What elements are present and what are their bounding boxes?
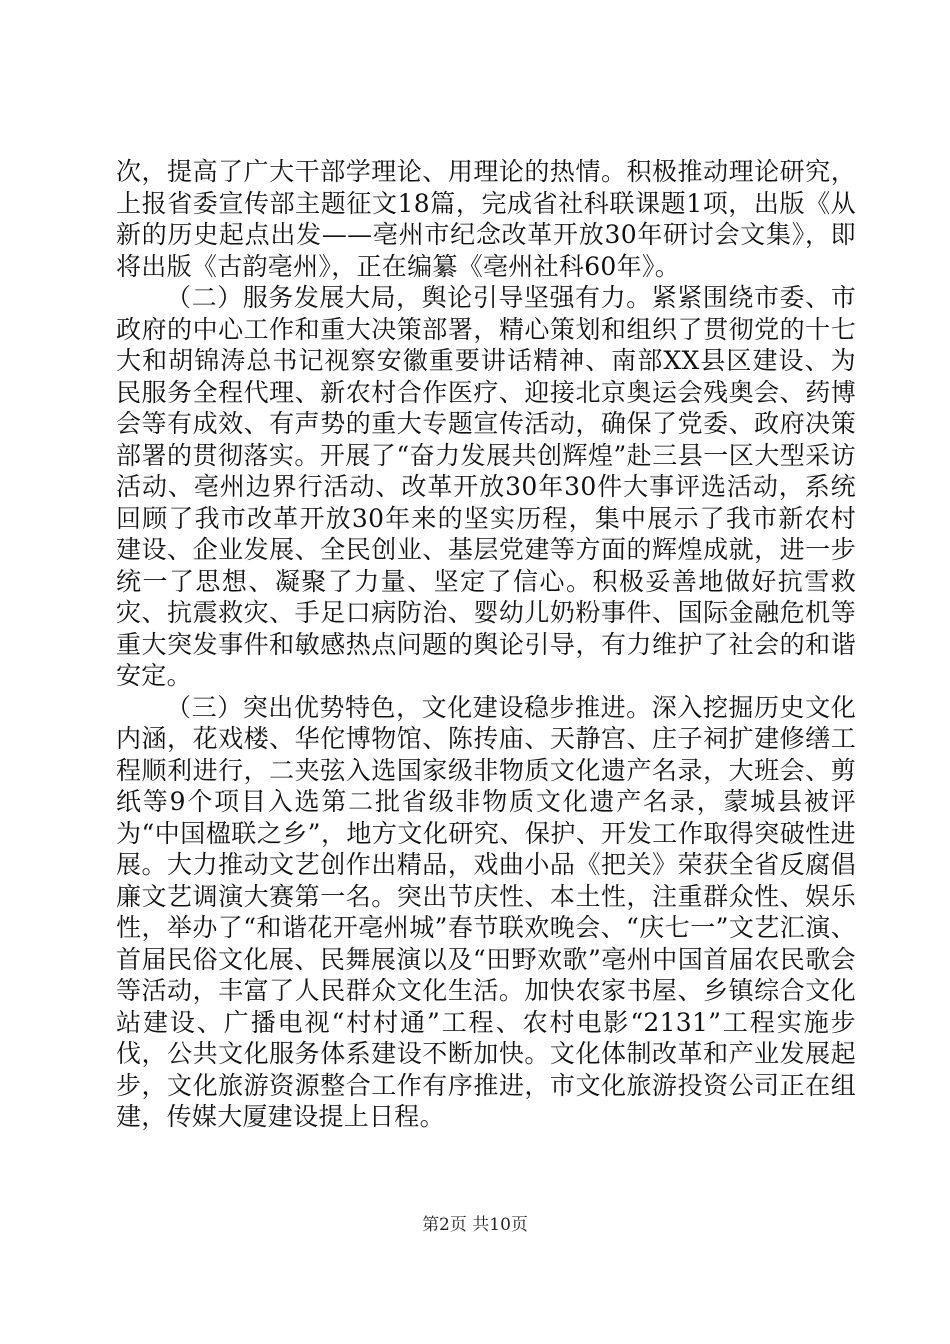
document-body	[116, 156, 856, 1133]
paragraph-section-three: （三）突出优势特色，文化建设稳步推进。深入挖掘历史文化内涵，花戏楼、华佗博物馆、陈抟庙、天静宫、庄子祠扩建修缮工程顺利进行，二夹弦入选国家级非物质文化遗产名录，大班会、剪纸等9个项目入选第二批省级非物质文化遗产名录，蒙城县被评为“中国楹联之乡”，地方文化研究、保护、开发工作取得突破性进展。大力推动文艺创作出精品，戏曲小品《把关》荣获全省反腐倡廉文艺调演大赛第一名。突出节庆性、本土性，注重群众性、娱乐性，举办了“和谐花开亳州城”春节联欢晚会、“庆七一”文艺汇演、首届民俗文化展、民舞展演以及“田野欢歌”亳州中国首届农民歌会等活动，丰富了人民群众文化生活。加快农家书屋、乡镇综合文化站建设、广播电视“村村通”工程、农村电影“2131”工程实施步伐，公共文化服务体系建设不断加快。文化体制改革和产业发展起步，文化旅游资源整合工作有序推进，市文化旅游投资公司正在组建，传媒大厦建设提上日程。	[116, 692, 856, 1131]
paragraph-continued: 次，提高了广大干部学理论、用理论的热情。积极推动理论研究，上报省委宣传部主题征文18篇，完成省社科联课题1项，出版《从新的历史起点出发——亳州市纪念改革开放30年研讨会文集》，即将出版《古韵亳州》，正在编纂《亳州社科60年》。	[116, 157, 856, 281]
paragraph-section-two: （二）服务发展大局，舆论引导坚强有力。紧紧围绕市委、市政府的中心工作和重大决策部署，精心策划和组织了贯彻党的十七大和胡锦涛总书记视察安徽重要讲话精神、南部XX县区建设、为民服务全程代理、新农村合作医疗、迎接北京奥运会残奥会、药博会等有成效、有声势的重大专题宣传活动，确保了党委、政府决策部署的贯彻落实。开展了“奋力发展共创辉煌”赴三县一区大型采访活动、亳州边界行活动、改革开放30年30件大事评选活动，系统回顾了我市改革开放30年来的坚实历程，集中展示了我市新农村建设、企业发展、全民创业、基层党建等方面的辉煌成就，进一步统一了思想、凝聚了力量、坚定了信心。积极妥善地做好抗雪救灾、抗震救灾、手足口病防治、婴幼儿奶粉事件、国际金融危机等重大突发事件和敏感热点问题的舆论引导，有力维护了社会的和谐安定。	[116, 283, 856, 690]
page-number: 第2页 共10页	[422, 1215, 528, 1235]
